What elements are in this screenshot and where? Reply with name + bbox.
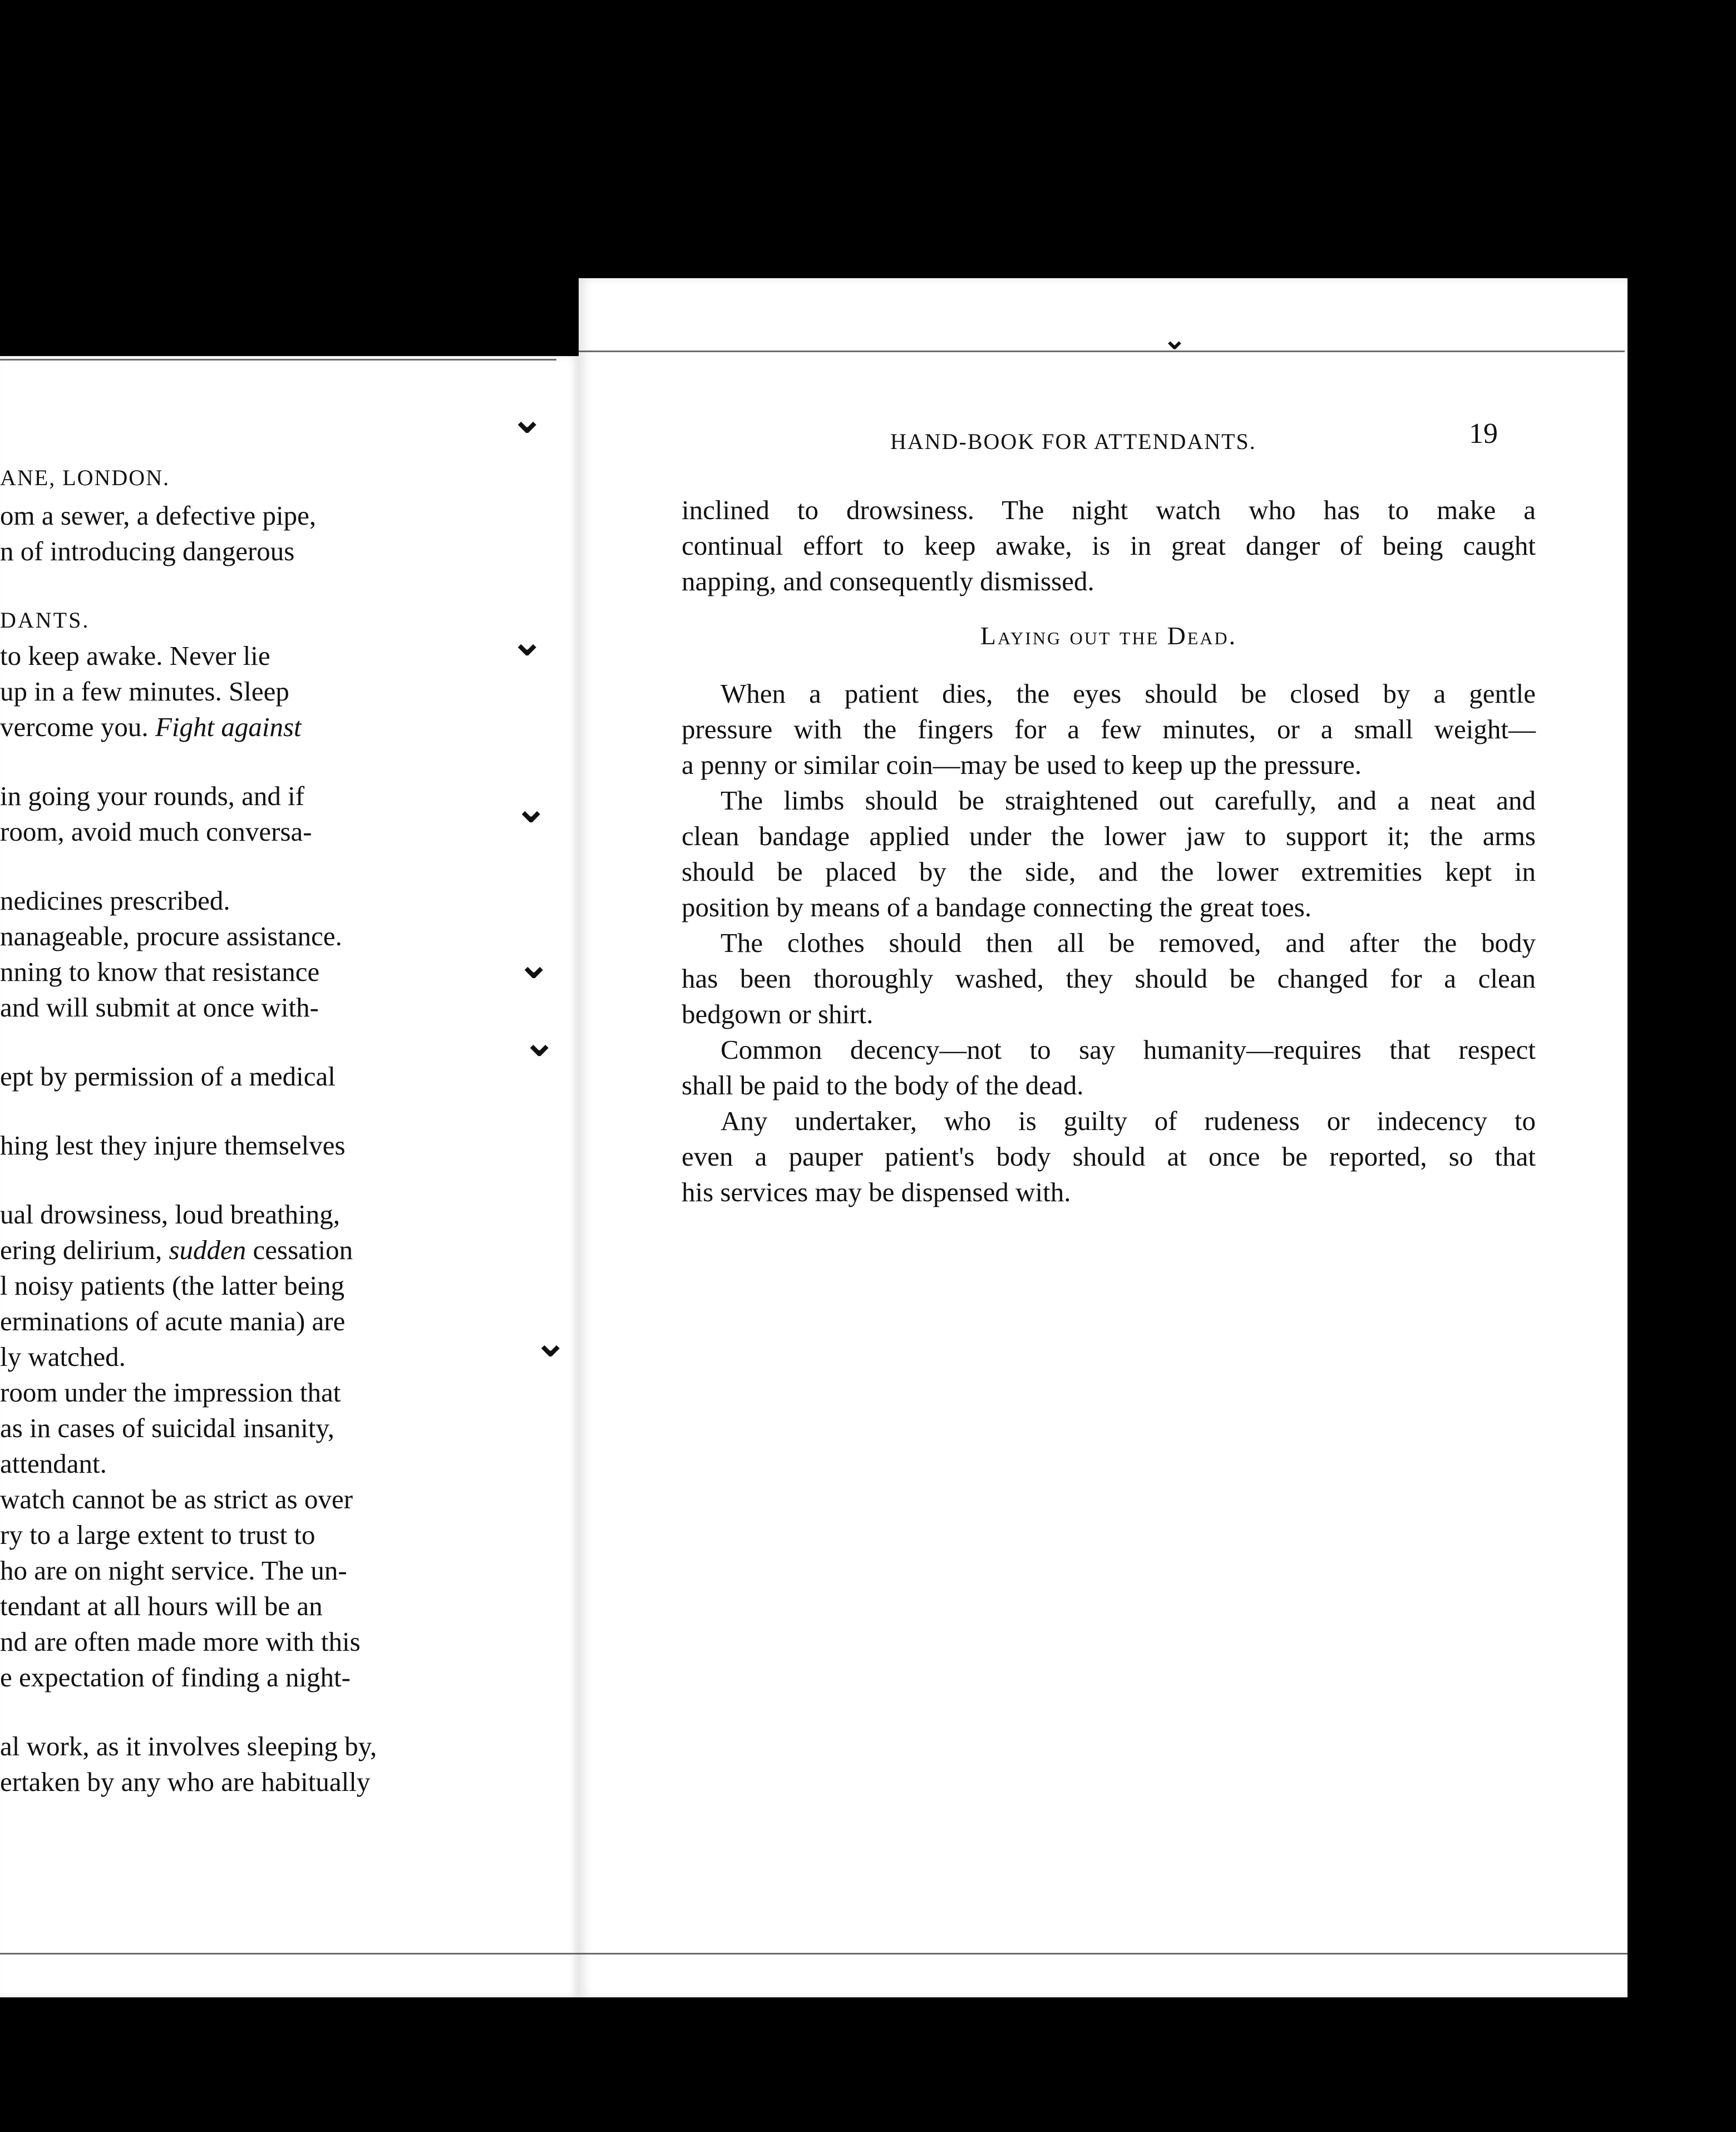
section-body <box>682 676 1536 1210</box>
text-line: ho are on night service. The un- <box>0 1555 347 1586</box>
binding-stitch-mark: ⌄ <box>517 944 550 986</box>
text-line: nanageable, procure assistance. <box>0 921 342 951</box>
text-line: ual drowsiness, loud breathing, <box>0 1199 341 1230</box>
binding-stitch-mark: ⌄ <box>534 1322 567 1365</box>
text-line <box>0 1163 556 1197</box>
text-line: room, avoid much conversa- <box>0 816 312 847</box>
text-line: napping, and consequently dismissed. <box>682 566 1094 596</box>
text-line: to keep awake. Never lie <box>0 640 270 671</box>
text-line: erminations of acute mania) are <box>0 1306 346 1336</box>
text-line: ering delirium, sudden cessation <box>0 1235 353 1265</box>
text-line: n of introducing dangerous <box>0 536 295 566</box>
text-line: ly watched. <box>0 1341 126 1372</box>
left-running-head: ANE, LONDON. <box>0 465 170 490</box>
text-line: position by means of a bandage connecting the great toes. <box>682 892 1312 922</box>
text-line: as in cases of suicidal insanity, <box>0 1413 335 1443</box>
binding-stitch-mark: ⌄ <box>523 1021 556 1064</box>
text-line: shall be paid to the body of the dead. <box>682 1070 1084 1100</box>
text-line: and will submit at once with- <box>0 992 319 1023</box>
paragraph <box>682 925 1536 1032</box>
binding-stitch-mark: ⌄ <box>511 398 544 441</box>
text-line: inclined to drowsiness. The night watch who has to make a <box>682 495 1536 525</box>
right-page <box>579 278 1628 1997</box>
text-line: ry to a large extent to trust to <box>0 1519 315 1550</box>
right-page-text <box>682 492 1536 1210</box>
text-line: Common decency—not to say humanity—requires that respect <box>721 1034 1536 1065</box>
text-line <box>0 1695 556 1729</box>
text-line: should be placed by the side, and the lower extremities kept in <box>682 856 1536 887</box>
running-head: HAND-BOOK FOR ATTENDANTS. <box>890 429 1256 454</box>
text-line: ertaken by any who are habitually <box>0 1766 371 1797</box>
binding-stitch-mark: ⌄ <box>511 621 544 664</box>
text-line <box>0 1025 556 1059</box>
text-line: in going your rounds, and if <box>0 781 305 811</box>
text-line: When a patient dies, the eyes should be closed by a gentle <box>721 678 1536 709</box>
page-bottom-rule <box>0 1953 579 1955</box>
paragraph <box>682 676 1536 783</box>
text-line: vercome you. Fight against <box>0 712 302 742</box>
text-line: even a pauper patient's body should at once be reported, so that <box>682 1141 1536 1172</box>
paragraph <box>682 1032 1536 1103</box>
continued-paragraph <box>682 492 1536 599</box>
page-top-rule <box>0 359 556 361</box>
text-line: DANTS. <box>0 608 90 633</box>
text-line: a penny or similar coin—may be used to keep up the pressure. <box>682 749 1362 780</box>
text-line: e expectation of finding a night- <box>0 1662 351 1692</box>
text-line: al work, as it involves sleeping by, <box>0 1731 377 1761</box>
text-line: watch cannot be as strict as over <box>0 1484 353 1514</box>
text-line: nd are often made more with this <box>0 1626 361 1657</box>
text-line: nedicines prescribed. <box>0 885 230 916</box>
left-page-text <box>0 498 556 1800</box>
text-line: hing lest they injure themselves <box>0 1130 346 1161</box>
text-line: nning to know that resistance <box>0 956 320 987</box>
text-line <box>0 1094 556 1128</box>
text-line: attendant. <box>0 1448 107 1479</box>
left-page <box>0 356 579 1997</box>
paragraph <box>682 783 1536 925</box>
page-number: 19 <box>1469 418 1498 450</box>
text-line: om a sewer, a defective pipe, <box>0 500 317 531</box>
text-line <box>0 745 556 778</box>
text-line: The limbs should be straightened out carefully, and a neat and <box>721 785 1536 816</box>
text-line: has been thoroughly washed, they should be changed for a clean <box>682 963 1536 994</box>
text-line: tendant at all hours will be an <box>0 1591 323 1621</box>
binding-stitch-mark: ⌄ <box>1163 324 1186 355</box>
text-line: Any undertaker, who is guilty of rudeness or indecency to <box>721 1106 1536 1136</box>
text-line: bedgown or shirt. <box>682 999 874 1029</box>
text-line: ept by permission of a medical <box>0 1061 336 1092</box>
text-line: room under the impression that <box>0 1377 341 1408</box>
text-line: The clothes should then all be removed, and after the body <box>721 927 1536 958</box>
text-line <box>0 850 556 883</box>
text-line: pressure with the fingers for a few minutes, or a small weight— <box>682 714 1536 744</box>
binding-stitch-mark: ⌄ <box>515 788 548 831</box>
text-line: up in a few minutes. Sleep <box>0 676 289 707</box>
paragraph <box>682 1103 1536 1210</box>
text-line: his services may be dispensed with. <box>682 1177 1071 1207</box>
text-line: continual effort to keep awake, is in great danger of being caught <box>682 530 1536 561</box>
page-top-rule <box>579 351 1625 352</box>
section-title: Laying out the Dead. <box>980 621 1237 650</box>
text-line: clean bandage applied under the lower jaw to support it; the arms <box>682 821 1536 851</box>
page-bottom-rule <box>579 1953 1628 1955</box>
text-line <box>0 569 556 603</box>
text-line: l noisy patients (the latter being <box>0 1270 345 1301</box>
